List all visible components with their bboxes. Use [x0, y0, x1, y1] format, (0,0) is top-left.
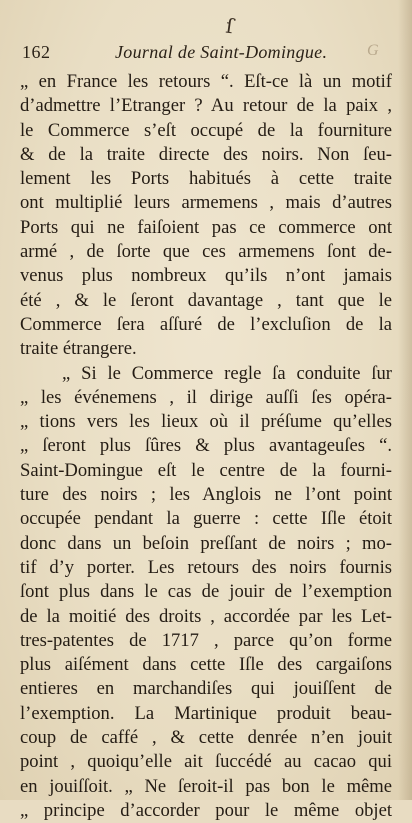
- text-line: traite étrangere.: [20, 338, 137, 360]
- text-line: plus aiſément dans cette Iſle des cargaiſons: [20, 654, 392, 676]
- text-line: été , & le ſeront davantage , tant que le: [20, 289, 392, 311]
- text-line: tres-patentes de 1717 , parce qu’on forme: [20, 629, 392, 651]
- text-line: Commerce ſera aſſuré de l’excluſion de la: [20, 313, 392, 335]
- text-line: „ les événemens , il dirige auſſi ſes opéra-: [20, 386, 392, 408]
- text-line: le Commerce s’eſt occupé de la fourniture: [20, 119, 392, 141]
- text-line: „ tions vers les lieux où il préſume qu’elles: [20, 411, 392, 433]
- text-line: armé , de ſorte que ces armemens ſont de-: [20, 241, 392, 263]
- text-line: Ports qui ne faiſoient pas ce commerce ont: [20, 216, 392, 238]
- text-line: ont multiplié leurs armemens , mais d’autres: [20, 192, 392, 214]
- text-line: en jouiſſoit. „ Ne ſeroit-il pas bon le même: [20, 775, 392, 797]
- text-line: de la moitié des droits , accordée par les Let-: [20, 605, 392, 627]
- page-edge-shadow: [398, 0, 412, 800]
- text-line: point , quoiqu’elle ait ſuccédé au cacao qui: [20, 751, 392, 773]
- text-line: donc dans un beſoin preſſant de noirs ; mo-: [20, 532, 392, 554]
- text-line: l’exemption. La Martinique produit beau-: [20, 702, 392, 724]
- text-line: d’admettre l’Etranger ? Au retour de la paix ,: [20, 95, 392, 117]
- text-line: occupée pendant la guerre : cette Iſle étoit: [20, 508, 392, 530]
- text-line: ture des noirs ; les Anglois ne l’ont point: [20, 484, 392, 506]
- text-line: Saint-Domingue eſt le centre de la fourni-: [20, 459, 392, 481]
- page-number: 162: [22, 42, 51, 62]
- text-line: „ en France les retours “. Eſt-ce là un motif: [20, 71, 392, 92]
- page-ornament: ſ: [224, 13, 236, 39]
- text-line: entieres en marchandiſes qui jouiſſent de: [20, 678, 392, 700]
- running-title: Journal de Saint-Domingue.: [115, 42, 328, 62]
- text-line: lement les Ports habitués à cette traite: [20, 168, 392, 190]
- text-line: ſont plus dans le cas de jouir de l’exemption: [20, 581, 392, 603]
- text-line: „ principe d’accorder pour le même objet: [20, 799, 392, 821]
- running-head: [22, 42, 397, 68]
- text-line: & de la traite directe des noirs. Non ſeu-: [20, 143, 392, 165]
- body-text: [20, 70, 392, 823]
- text-line: „ ſeront plus ſûres & plus avantageuſes “.: [20, 435, 392, 457]
- text-line: venus plus nombreux qu’ils n’ont jamais: [20, 265, 392, 287]
- signature-mark: G: [367, 42, 379, 59]
- text-line: tif d’y porter. Les retours des noirs fournis: [20, 556, 392, 578]
- text-line: coup de caffé , & cette denrée n’en jouit: [20, 727, 392, 749]
- text-line: „ Si le Commerce regle ſa conduite ſur: [62, 362, 392, 384]
